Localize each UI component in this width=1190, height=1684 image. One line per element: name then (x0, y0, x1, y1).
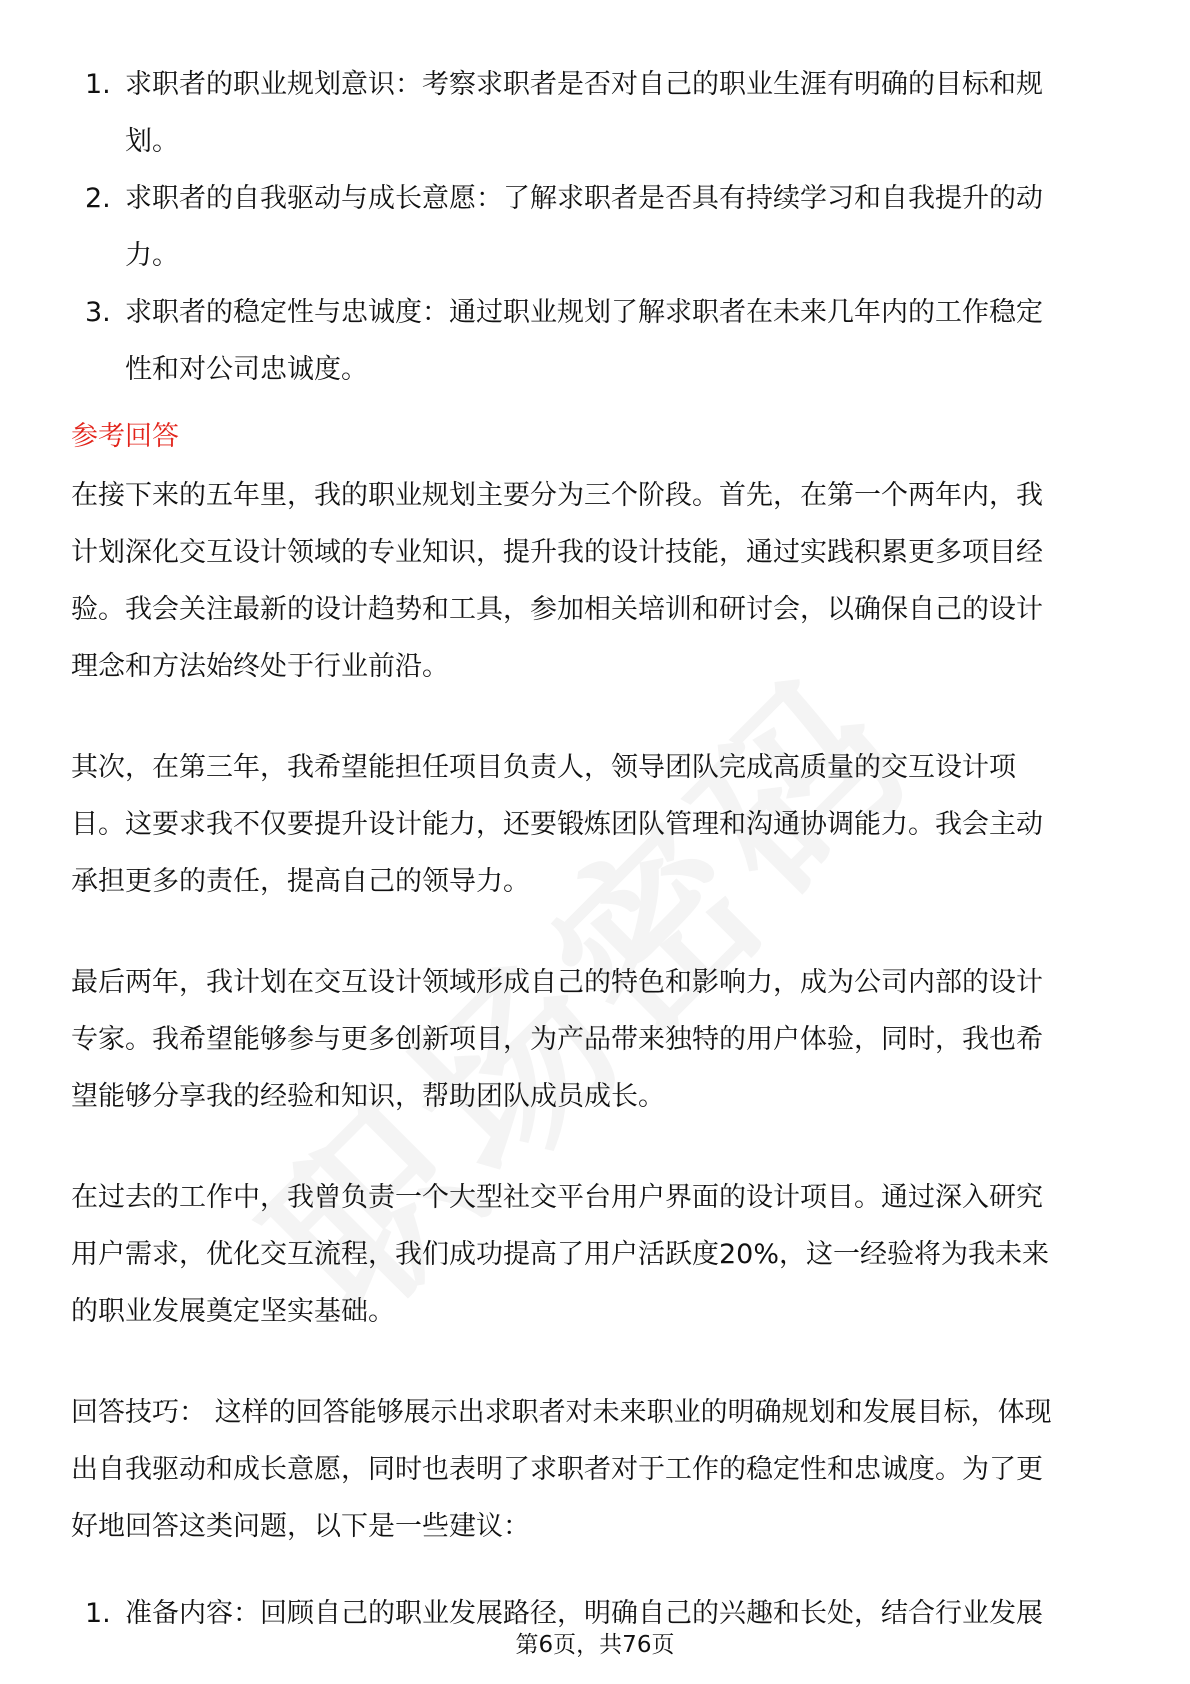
paragraph-line: 出自我驱动和成长意愿，同时也表明了求职者对于工作的稳定性和忠诚度。为了更 (71, 1454, 1043, 1485)
page-number-footer: 第6页，共76页 (515, 1632, 675, 1658)
list-text-line: 性和对公司忠诚度。 (125, 354, 368, 385)
paragraph (71, 467, 1121, 695)
paragraph-line: 承担更多的责任，提高自己的领导力。 (71, 866, 530, 897)
paragraph-line: 用户需求，优化交互流程，我们成功提高了用户活跃度20%，这一经验将为我未来 (71, 1239, 1050, 1270)
section-heading: 参考回答 (71, 421, 179, 452)
paragraph-line: 其次，在第三年，我希望能担任项目负责人，领导团队完成高质量的交互设计项 (71, 752, 1016, 783)
paragraph-line: 专家。我希望能够参与更多创新项目，为产品带来独特的用户体验，同时，我也希 (71, 1024, 1043, 1055)
paragraph (71, 1169, 1121, 1340)
list-text-line: 力。 (125, 240, 179, 271)
list-text-line: 求职者的职业规划意识：考察求职者是否对自己的职业生涯有明确的目标和规 (125, 69, 1043, 100)
page-content (71, 56, 1121, 1642)
paragraph-line: 目。这要求我不仅要提升设计能力，还要锻炼团队管理和沟通协调能力。我会主动 (71, 809, 1043, 840)
paragraph-line: 理念和方法始终处于行业前沿。 (71, 651, 449, 682)
evaluation-points-list (71, 56, 1121, 398)
paragraph-line: 好地回答这类问题，以下是一些建议： (71, 1511, 530, 1542)
paragraph-line: 在过去的工作中，我曾负责一个大型社交平台用户界面的设计项目。通过深入研究 (71, 1182, 1043, 1213)
list-text-line: 求职者的稳定性与忠诚度：通过职业规划了解求职者在未来几年内的工作稳定 (125, 297, 1043, 328)
paragraph-line: 验。我会关注最新的设计趋势和工具，参加相关培训和研讨会，以确保自己的设计 (71, 594, 1043, 625)
list-item (71, 56, 1121, 170)
list-text-line: 划。 (125, 126, 179, 157)
list-number: 2. (85, 183, 111, 214)
list-item (71, 170, 1121, 284)
paragraph-line: 在接下来的五年里，我的职业规划主要分为三个阶段。首先，在第一个两年内，我 (71, 480, 1043, 511)
paragraph-line: 最后两年，我计划在交互设计领域形成自己的特色和影响力，成为公司内部的设计 (71, 967, 1043, 998)
list-number: 1. (85, 69, 111, 100)
list-text-line: 求职者的自我驱动与成长意愿：了解求职者是否具有持续学习和自我提升的动 (125, 183, 1043, 214)
list-text-line: 准备内容：回顾自己的职业发展路径，明确自己的兴趣和长处，结合行业发展 (125, 1598, 1043, 1629)
paragraph-line: 计划深化交互设计领域的专业知识，提升我的设计技能，通过实践积累更多项目经 (71, 537, 1043, 568)
list-number: 3. (85, 297, 111, 328)
paragraph-answer-tips (71, 1384, 1121, 1555)
list-item (71, 284, 1121, 398)
paragraph-line: 望能够分享我的经验和知识，帮助团队成员成长。 (71, 1081, 665, 1112)
paragraph (71, 739, 1121, 910)
paragraph-line: 的职业发展奠定坚实基础。 (71, 1296, 395, 1327)
paragraph (71, 954, 1121, 1125)
paragraph-line: 回答技巧： 这样的回答能够展示出求职者对未来职业的明确规划和发展目标，体现 (71, 1397, 1052, 1428)
list-number: 1. (85, 1598, 111, 1629)
